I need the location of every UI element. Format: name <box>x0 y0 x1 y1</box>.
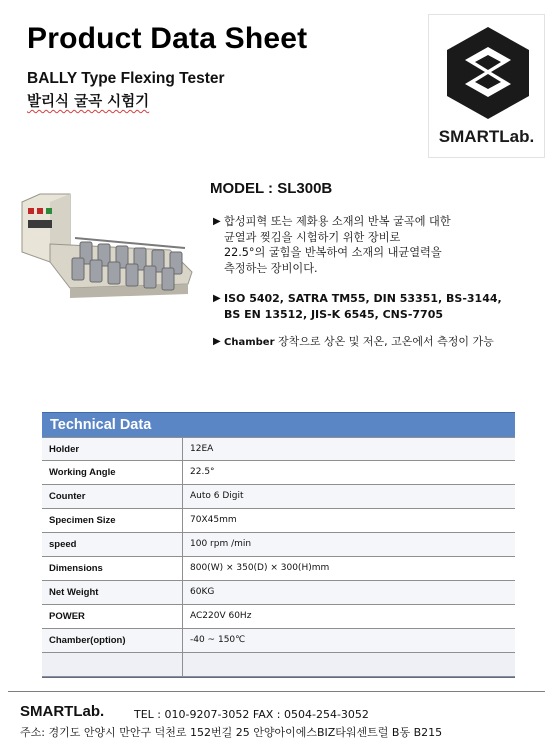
brand-logo <box>428 14 545 158</box>
table-row <box>42 605 515 629</box>
table-row <box>42 629 515 653</box>
spec-value: -40 ~ 150℃ <box>190 635 246 645</box>
technical-data-body <box>42 437 515 678</box>
smartlab-s-hexagon-icon <box>441 25 535 121</box>
technical-data-table <box>42 412 515 678</box>
footer-contact: TEL : 010-9207-3052 FAX : 0504-254-3052 <box>134 708 369 721</box>
footer-logo: SMARTLab. <box>20 703 105 720</box>
feature-line: 합성피혁 또는 제화용 소재의 반복 굴곡에 대한 <box>224 215 451 228</box>
spec-label: Counter <box>42 485 183 508</box>
spec-label: Working Angle <box>42 461 183 484</box>
spec-label: Holder <box>42 438 183 460</box>
chamber-description: 장착으로 상온 및 저온, 고온에서 측정이 가능 <box>274 335 494 348</box>
spec-label: Specimen Size <box>42 509 183 532</box>
feature-line: 균열과 찢김을 시험하기 위한 장비로 <box>224 230 401 244</box>
standards-line: BS EN 13512, JIS-K 6545, CNS-7705 <box>224 307 443 321</box>
table-row-empty <box>42 653 515 677</box>
spec-value: 70X45mm <box>190 515 237 525</box>
table-row <box>42 557 515 581</box>
product-name-ko: 발리식 굴곡 시험기 <box>27 94 150 110</box>
spec-label: POWER <box>42 605 183 628</box>
feature-line: 측정하는 장비이다. <box>224 261 318 275</box>
triangle-bullet-icon: ▶ <box>213 216 221 227</box>
table-row <box>42 437 515 461</box>
chamber-label: Chamber <box>224 337 275 348</box>
technical-data-heading: Technical Data <box>42 412 515 437</box>
spec-value: 12EA <box>190 444 214 454</box>
table-row <box>42 533 515 557</box>
triangle-bullet-icon: ▶ <box>213 336 221 347</box>
triangle-bullet-icon: ▶ <box>213 293 221 304</box>
standards-line: ISO 5402, SATRA TM55, DIN 53351, BS-3144, <box>224 292 502 305</box>
feature-line: 22.5°의 굴힘을 반복하여 소재의 내균열력을 <box>224 246 442 259</box>
spec-label: Dimensions <box>42 557 183 580</box>
feature-chamber <box>213 334 543 351</box>
spec-value: 22.5° <box>190 467 215 477</box>
spec-value: 800(W) × 350(D) × 300(H)mm <box>190 563 330 573</box>
footer-divider <box>8 691 545 692</box>
bally-flexing-tester-machine-image <box>20 190 195 310</box>
table-row <box>42 485 515 509</box>
spec-value: Auto 6 Digit <box>190 491 244 501</box>
model-number: MODEL : SL300B <box>210 180 333 197</box>
page-title: Product Data Sheet <box>27 22 308 55</box>
spec-label: Chamber(option) <box>42 629 183 652</box>
product-name-en: BALLY Type Flexing Tester <box>27 70 225 87</box>
spec-label <box>42 653 183 676</box>
spec-value: 60KG <box>190 587 215 597</box>
table-row <box>42 581 515 605</box>
spec-value <box>183 653 515 676</box>
brand-logo-text: SMARTLab. <box>438 127 535 146</box>
feature-standards <box>213 291 523 322</box>
spec-value: AC220V 60Hz <box>190 611 252 621</box>
footer-address: 주소: 경기도 안양시 만안구 덕천로 152번길 25 안양아이에스BIZ타워센트럴 B동 B215 <box>20 726 443 739</box>
feature-description <box>213 214 513 276</box>
spec-label: Net Weight <box>42 581 183 604</box>
table-row <box>42 461 515 485</box>
table-row <box>42 509 515 533</box>
spec-label: speed <box>42 533 183 556</box>
spec-value: 100 rpm /min <box>190 539 252 549</box>
